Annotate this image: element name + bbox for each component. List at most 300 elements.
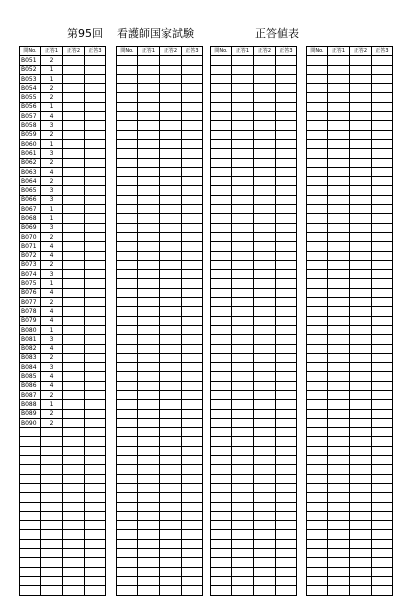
answer-cell <box>85 586 106 595</box>
answer-cell <box>328 363 350 372</box>
exam-name-title: 看護師国家試験 <box>117 27 194 40</box>
answer-cell <box>85 483 106 492</box>
table-row <box>307 232 393 241</box>
answer-cell <box>350 316 372 325</box>
question-number-cell <box>20 576 41 585</box>
answer-cell <box>160 381 182 390</box>
answer-table-column-1 <box>19 46 106 596</box>
table-row <box>117 400 203 409</box>
answer-cell <box>160 158 182 167</box>
answer-cell <box>254 205 276 214</box>
question-number-cell <box>117 428 138 437</box>
answer-cell <box>328 446 350 455</box>
table-row <box>20 279 106 288</box>
question-number-cell: B065 <box>20 186 41 195</box>
answer-cell <box>63 493 85 502</box>
answer-cell <box>182 530 203 539</box>
question-number-cell <box>307 121 328 130</box>
question-number-cell <box>117 465 138 474</box>
question-number-cell <box>117 149 138 158</box>
answer-cell <box>350 65 372 74</box>
answer-cell <box>160 205 182 214</box>
table-row <box>307 567 393 576</box>
answer-table-column-3 <box>210 46 297 596</box>
question-number-cell: B052 <box>20 65 41 74</box>
question-number-cell <box>117 65 138 74</box>
question-number-cell <box>117 177 138 186</box>
question-number-cell <box>117 130 138 139</box>
table-row <box>307 586 393 595</box>
answer-cell <box>41 493 63 502</box>
answer-cell: 2 <box>41 177 63 186</box>
question-number-cell <box>307 139 328 148</box>
answer-cell <box>182 558 203 567</box>
question-number-cell <box>211 288 232 297</box>
answer-cell <box>372 158 393 167</box>
question-number-cell <box>307 74 328 83</box>
answer-cell <box>276 186 297 195</box>
table-row <box>211 409 297 418</box>
answer-cell <box>41 549 63 558</box>
answer-cell: 1 <box>41 205 63 214</box>
answer-cell <box>350 298 372 307</box>
question-number-cell: B080 <box>20 325 41 334</box>
question-number-cell: B083 <box>20 353 41 362</box>
table-row <box>211 205 297 214</box>
question-number-cell <box>211 298 232 307</box>
answer-cell <box>350 521 372 530</box>
answer-cell <box>41 465 63 474</box>
question-number-cell <box>20 446 41 455</box>
answer-cell <box>85 223 106 232</box>
answer-cell <box>232 167 254 176</box>
answer-cell <box>232 112 254 121</box>
answer-cell <box>254 149 276 158</box>
answer-cell <box>160 567 182 576</box>
table-row <box>20 530 106 539</box>
answer-cell <box>232 400 254 409</box>
answer-cell <box>350 446 372 455</box>
answer-cell <box>350 223 372 232</box>
table-row <box>117 576 203 585</box>
answer-cell <box>372 149 393 158</box>
question-number-cell: B078 <box>20 307 41 316</box>
question-number-cell <box>211 149 232 158</box>
table-row <box>20 428 106 437</box>
table-row <box>307 549 393 558</box>
answer-cell <box>350 260 372 269</box>
question-number-cell <box>307 456 328 465</box>
answer-cell <box>63 558 85 567</box>
answer-cell <box>328 465 350 474</box>
answer-cell <box>138 279 160 288</box>
table-row <box>307 102 393 111</box>
column-header: 正答1 <box>138 47 160 56</box>
answer-cell <box>372 130 393 139</box>
answer-cell <box>41 456 63 465</box>
answer-cell <box>85 465 106 474</box>
answer-cell <box>254 418 276 427</box>
question-number-cell <box>117 325 138 334</box>
question-number-cell <box>307 242 328 251</box>
table-row <box>20 446 106 455</box>
question-number-cell <box>211 102 232 111</box>
table-row <box>117 186 203 195</box>
question-number-cell <box>117 446 138 455</box>
question-number-cell <box>211 549 232 558</box>
table-row <box>307 139 393 148</box>
question-number-cell <box>117 418 138 427</box>
answer-cell <box>328 456 350 465</box>
table-row <box>307 121 393 130</box>
answer-cell <box>63 186 85 195</box>
table-row <box>211 130 297 139</box>
answer-cell <box>254 372 276 381</box>
answer-cell <box>85 232 106 241</box>
question-number-cell <box>307 465 328 474</box>
table-row <box>117 232 203 241</box>
answer-cell <box>328 502 350 511</box>
answer-cell <box>63 288 85 297</box>
answer-cell <box>350 335 372 344</box>
answer-cell <box>160 483 182 492</box>
question-number-cell <box>211 586 232 595</box>
answer-cell <box>276 521 297 530</box>
question-number-cell <box>307 251 328 260</box>
answer-cell <box>41 521 63 530</box>
answer-cell <box>350 390 372 399</box>
table-row <box>211 400 297 409</box>
answer-cell: 1 <box>41 139 63 148</box>
question-number-cell <box>211 232 232 241</box>
table-row <box>211 214 297 223</box>
answer-cell <box>254 195 276 204</box>
answer-cell <box>182 214 203 223</box>
answer-cell <box>276 112 297 121</box>
answer-cell <box>350 214 372 223</box>
answer-cell <box>328 586 350 595</box>
table-row <box>307 390 393 399</box>
question-number-cell <box>307 409 328 418</box>
table-row <box>117 437 203 446</box>
table-row <box>117 158 203 167</box>
answer-cell <box>350 279 372 288</box>
answer-cell <box>85 93 106 102</box>
answer-cell <box>182 316 203 325</box>
table-row <box>307 260 393 269</box>
answer-cell <box>328 186 350 195</box>
answer-cell <box>276 93 297 102</box>
question-number-cell <box>117 521 138 530</box>
answer-cell <box>276 363 297 372</box>
answer-cell <box>276 390 297 399</box>
answer-cell <box>85 102 106 111</box>
answer-cell <box>182 381 203 390</box>
answer-cell <box>85 521 106 530</box>
answer-cell <box>254 121 276 130</box>
answer-cell: 2 <box>41 409 63 418</box>
table-row <box>20 205 106 214</box>
answer-cell <box>328 232 350 241</box>
table-row <box>20 84 106 93</box>
answer-cell <box>232 177 254 186</box>
question-number-cell <box>211 260 232 269</box>
question-number-cell <box>307 316 328 325</box>
answer-cell <box>182 521 203 530</box>
answer-cell <box>160 251 182 260</box>
answer-cell <box>138 56 160 65</box>
answer-cell <box>350 121 372 130</box>
answer-cell <box>160 84 182 93</box>
answer-cell <box>85 344 106 353</box>
answer-cell <box>232 549 254 558</box>
answer-cell <box>372 74 393 83</box>
table-row <box>117 539 203 548</box>
answer-cell <box>232 130 254 139</box>
exam-number-title: 第95回 <box>67 27 103 40</box>
answer-cell <box>160 335 182 344</box>
answer-cell <box>328 149 350 158</box>
answer-cell <box>182 139 203 148</box>
answer-cell <box>254 446 276 455</box>
answer-cell <box>254 186 276 195</box>
answer-cell <box>372 316 393 325</box>
answer-cell <box>276 121 297 130</box>
answer-cell <box>160 195 182 204</box>
answer-cell <box>328 279 350 288</box>
answer-cell <box>372 335 393 344</box>
answer-cell <box>254 270 276 279</box>
answer-cell <box>63 521 85 530</box>
answer-cell <box>160 139 182 148</box>
answer-cell <box>85 558 106 567</box>
table-row <box>307 167 393 176</box>
table-row <box>307 372 393 381</box>
question-number-cell <box>307 298 328 307</box>
question-number-cell <box>117 372 138 381</box>
table-row <box>211 167 297 176</box>
answer-cell <box>276 260 297 269</box>
table-row <box>20 74 106 83</box>
answer-cell <box>63 465 85 474</box>
question-number-cell <box>211 242 232 251</box>
answer-cell: 4 <box>41 251 63 260</box>
question-number-cell <box>307 335 328 344</box>
question-number-cell <box>211 167 232 176</box>
question-number-cell <box>211 270 232 279</box>
table-row <box>117 409 203 418</box>
answer-cell <box>85 167 106 176</box>
answer-cell <box>160 474 182 483</box>
answer-cell <box>350 93 372 102</box>
answer-cell <box>350 400 372 409</box>
table-row <box>211 307 297 316</box>
table-row <box>211 456 297 465</box>
answer-cell <box>160 232 182 241</box>
question-number-cell: B051 <box>20 56 41 65</box>
question-number-cell <box>117 409 138 418</box>
table-row <box>307 288 393 297</box>
question-number-cell <box>211 363 232 372</box>
answer-cell <box>350 465 372 474</box>
answer-cell <box>85 130 106 139</box>
answer-cell <box>254 65 276 74</box>
table-row <box>307 65 393 74</box>
answer-cell <box>372 177 393 186</box>
question-number-cell <box>307 363 328 372</box>
answer-cell <box>85 539 106 548</box>
question-number-cell <box>307 530 328 539</box>
question-number-cell <box>117 316 138 325</box>
table-row <box>307 251 393 260</box>
answer-cell <box>138 446 160 455</box>
answer-cell <box>254 335 276 344</box>
answer-cell <box>63 400 85 409</box>
answer-cell <box>138 167 160 176</box>
answer-cell <box>182 223 203 232</box>
question-number-cell <box>211 130 232 139</box>
table-row <box>20 483 106 492</box>
answer-cell: 2 <box>41 298 63 307</box>
answer-cell <box>63 325 85 334</box>
table-row <box>117 325 203 334</box>
answer-cell <box>254 381 276 390</box>
answer-cell <box>138 74 160 83</box>
answer-cell <box>85 493 106 502</box>
answer-cell <box>138 521 160 530</box>
answer-cell <box>160 121 182 130</box>
answer-cell <box>372 586 393 595</box>
table-row <box>307 363 393 372</box>
answer-cell <box>85 214 106 223</box>
question-number-cell <box>211 539 232 548</box>
answer-cell <box>63 149 85 158</box>
table-row <box>117 270 203 279</box>
answer-cell <box>160 549 182 558</box>
answer-cell <box>182 112 203 121</box>
table-header-row <box>211 47 297 56</box>
answer-cell <box>160 214 182 223</box>
answer-cell <box>350 539 372 548</box>
answer-cell <box>160 530 182 539</box>
question-number-cell <box>117 353 138 362</box>
answer-cell <box>138 428 160 437</box>
answer-cell <box>350 353 372 362</box>
table-row <box>211 521 297 530</box>
answer-cell <box>138 158 160 167</box>
question-number-cell <box>307 502 328 511</box>
answer-cell <box>254 232 276 241</box>
table-row <box>117 149 203 158</box>
answer-cell <box>85 279 106 288</box>
answer-cell <box>138 586 160 595</box>
table-row <box>211 93 297 102</box>
answer-cell <box>63 167 85 176</box>
answer-cell <box>138 195 160 204</box>
table-row <box>117 242 203 251</box>
answer-cell <box>138 316 160 325</box>
question-number-cell <box>117 186 138 195</box>
answer-cell <box>372 539 393 548</box>
answer-cell: 2 <box>41 130 63 139</box>
answer-cell <box>328 121 350 130</box>
answer-cell <box>372 437 393 446</box>
table-row <box>211 139 297 148</box>
question-number-cell <box>117 558 138 567</box>
answer-cell <box>138 307 160 316</box>
answer-cell <box>254 390 276 399</box>
answer-cell <box>350 530 372 539</box>
table-row <box>20 381 106 390</box>
answer-cell <box>232 446 254 455</box>
table-row <box>20 260 106 269</box>
answer-cell <box>182 363 203 372</box>
answer-cell <box>160 372 182 381</box>
table-row <box>211 65 297 74</box>
answer-cell <box>63 586 85 595</box>
answer-table-column-4 <box>306 46 393 596</box>
question-number-cell <box>307 521 328 530</box>
answer-cell <box>63 232 85 241</box>
answer-cell <box>232 474 254 483</box>
question-number-cell <box>211 307 232 316</box>
answer-cell <box>182 102 203 111</box>
answer-cell <box>182 167 203 176</box>
table-row <box>307 93 393 102</box>
answer-cell <box>182 251 203 260</box>
answer-cell <box>328 102 350 111</box>
table-row <box>20 186 106 195</box>
question-number-cell: B058 <box>20 121 41 130</box>
answer-cell <box>276 205 297 214</box>
answer-cell <box>85 56 106 65</box>
table-row <box>117 288 203 297</box>
question-number-cell: B060 <box>20 139 41 148</box>
answer-cell <box>232 307 254 316</box>
question-number-cell <box>117 195 138 204</box>
table-row <box>211 288 297 297</box>
table-row <box>211 539 297 548</box>
table-row <box>117 549 203 558</box>
table-row <box>211 363 297 372</box>
answer-cell <box>232 242 254 251</box>
answer-cell <box>276 158 297 167</box>
answer-cell <box>85 288 106 297</box>
answer-cell <box>232 65 254 74</box>
answer-cell <box>160 400 182 409</box>
answer-cell <box>276 539 297 548</box>
table-row <box>211 549 297 558</box>
table-row <box>20 502 106 511</box>
answer-cell: 4 <box>41 316 63 325</box>
question-number-cell <box>211 112 232 121</box>
question-number-cell <box>307 325 328 334</box>
answer-cell <box>138 223 160 232</box>
answer-cell <box>138 511 160 520</box>
question-number-cell: B088 <box>20 400 41 409</box>
table-row <box>117 65 203 74</box>
answer-cell <box>372 112 393 121</box>
question-number-cell <box>211 521 232 530</box>
answer-cell <box>63 567 85 576</box>
answer-cell <box>276 456 297 465</box>
question-number-cell <box>307 549 328 558</box>
answer-cell <box>182 474 203 483</box>
table-row <box>211 298 297 307</box>
answer-cell <box>41 576 63 585</box>
answer-cell <box>254 521 276 530</box>
answer-cell <box>182 335 203 344</box>
